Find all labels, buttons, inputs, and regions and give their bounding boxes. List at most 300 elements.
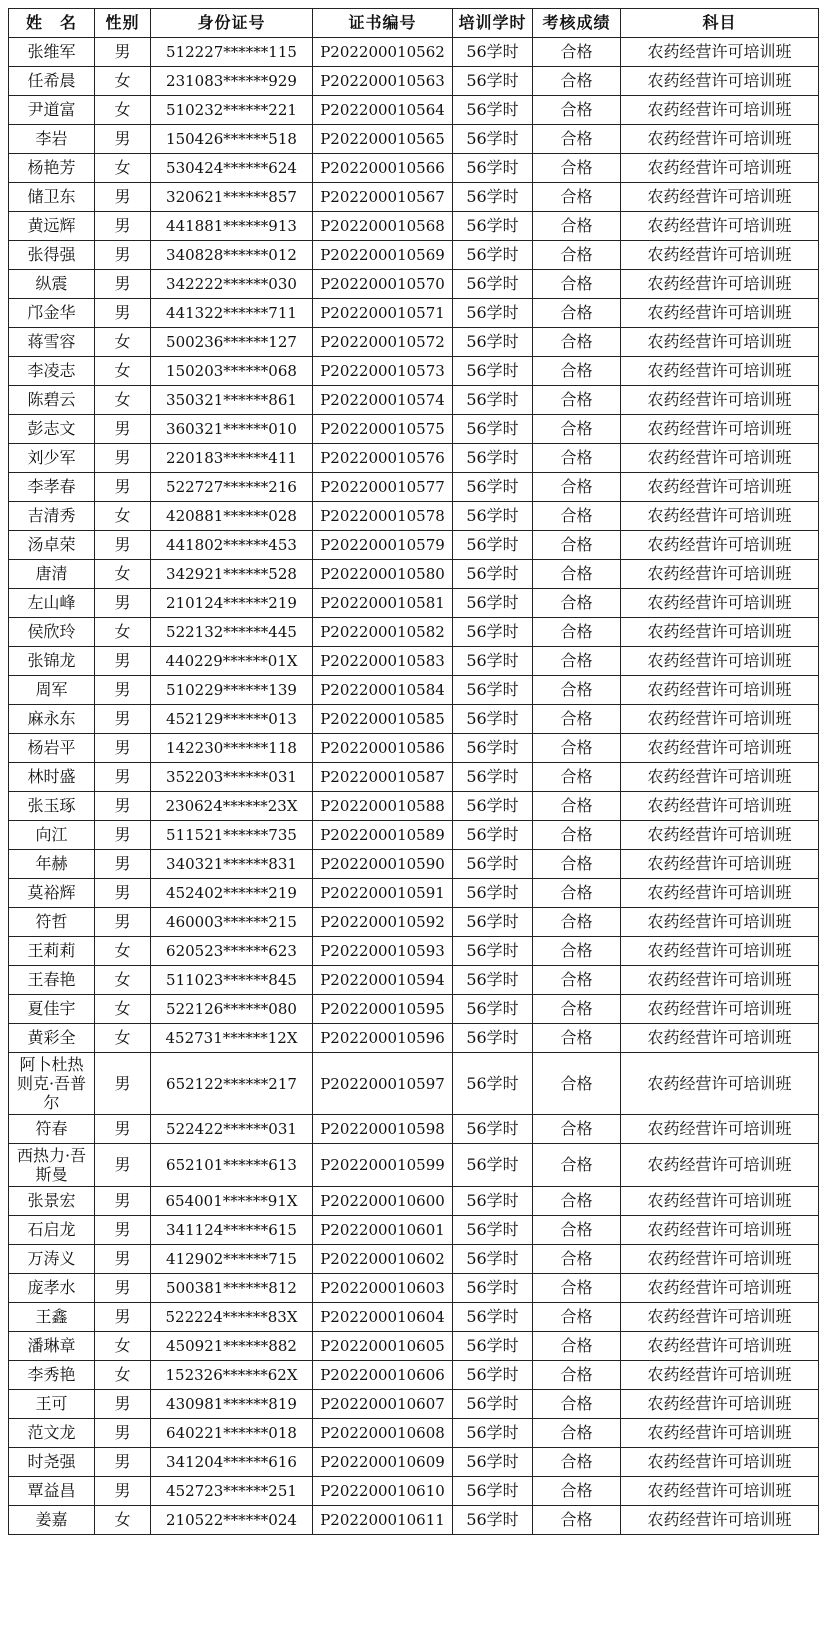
cell-id-number: 412902******715 <box>151 1245 313 1274</box>
cell-assessment-result: 合格 <box>533 850 621 879</box>
table-row <box>9 96 819 125</box>
cell-cert-number: P202200010589 <box>313 821 453 850</box>
cell-training-hours: 56学时 <box>453 1053 533 1115</box>
cell-subject: 农药经营许可培训班 <box>621 1303 819 1332</box>
table-row <box>9 705 819 734</box>
header-training-hours: 培训学时 <box>453 9 533 38</box>
cell-id-number: 430981******819 <box>151 1390 313 1419</box>
cell-assessment-result: 合格 <box>533 154 621 183</box>
cell-assessment-result: 合格 <box>533 125 621 154</box>
cell-cert-number: P202200010611 <box>313 1506 453 1535</box>
table-row <box>9 734 819 763</box>
cell-gender: 男 <box>95 1144 151 1187</box>
cell-name: 任希晨 <box>9 67 95 96</box>
cell-training-hours: 56学时 <box>453 241 533 270</box>
cell-name: 杨艳芳 <box>9 154 95 183</box>
cell-id-number: 210124******219 <box>151 589 313 618</box>
cell-name: 夏佳宇 <box>9 995 95 1024</box>
table-row <box>9 1144 819 1187</box>
cell-assessment-result: 合格 <box>533 183 621 212</box>
cell-name: 阿卜杜热则克·吾普尔 <box>9 1053 95 1115</box>
table-row <box>9 1332 819 1361</box>
table-row <box>9 995 819 1024</box>
cell-assessment-result: 合格 <box>533 821 621 850</box>
cell-gender: 男 <box>95 1187 151 1216</box>
cell-id-number: 530424******624 <box>151 154 313 183</box>
cell-id-number: 341204******616 <box>151 1448 313 1477</box>
cell-subject: 农药经营许可培训班 <box>621 560 819 589</box>
cell-subject: 农药经营许可培训班 <box>621 676 819 705</box>
cell-gender: 男 <box>95 792 151 821</box>
table-row <box>9 531 819 560</box>
cell-subject: 农药经营许可培训班 <box>621 212 819 241</box>
table-row <box>9 1448 819 1477</box>
table-row <box>9 328 819 357</box>
cell-training-hours: 56学时 <box>453 705 533 734</box>
cell-id-number: 340321******831 <box>151 850 313 879</box>
cell-name: 覃益昌 <box>9 1477 95 1506</box>
cell-cert-number: P202200010581 <box>313 589 453 618</box>
cell-name: 张景宏 <box>9 1187 95 1216</box>
cell-subject: 农药经营许可培训班 <box>621 270 819 299</box>
cell-subject: 农药经营许可培训班 <box>621 908 819 937</box>
table-row <box>9 908 819 937</box>
cell-cert-number: P202200010573 <box>313 357 453 386</box>
table-row <box>9 1390 819 1419</box>
cell-id-number: 500236******127 <box>151 328 313 357</box>
cell-cert-number: P202200010601 <box>313 1216 453 1245</box>
cell-cert-number: P202200010571 <box>313 299 453 328</box>
cell-assessment-result: 合格 <box>533 792 621 821</box>
table-row <box>9 560 819 589</box>
cell-cert-number: P202200010604 <box>313 1303 453 1332</box>
cell-gender: 女 <box>95 1332 151 1361</box>
cell-id-number: 522422******031 <box>151 1115 313 1144</box>
cell-subject: 农药经营许可培训班 <box>621 531 819 560</box>
cell-training-hours: 56学时 <box>453 473 533 502</box>
cell-subject: 农药经营许可培训班 <box>621 1216 819 1245</box>
cell-cert-number: P202200010580 <box>313 560 453 589</box>
cell-name: 王春艳 <box>9 966 95 995</box>
cell-gender: 男 <box>95 415 151 444</box>
cell-name: 陈碧云 <box>9 386 95 415</box>
cell-training-hours: 56学时 <box>453 1303 533 1332</box>
cell-gender: 女 <box>95 1506 151 1535</box>
cell-training-hours: 56学时 <box>453 96 533 125</box>
cell-name: 石启龙 <box>9 1216 95 1245</box>
cell-gender: 女 <box>95 357 151 386</box>
cell-training-hours: 56学时 <box>453 38 533 67</box>
cell-cert-number: P202200010568 <box>313 212 453 241</box>
cell-name: 黄彩全 <box>9 1024 95 1053</box>
cell-training-hours: 56学时 <box>453 270 533 299</box>
cell-subject: 农药经营许可培训班 <box>621 1419 819 1448</box>
cell-training-hours: 56学时 <box>453 357 533 386</box>
cell-cert-number: P202200010567 <box>313 183 453 212</box>
cell-cert-number: P202200010607 <box>313 1390 453 1419</box>
cell-gender: 男 <box>95 531 151 560</box>
cell-id-number: 452402******219 <box>151 879 313 908</box>
cell-gender: 女 <box>95 154 151 183</box>
cell-name: 王可 <box>9 1390 95 1419</box>
cell-gender: 男 <box>95 647 151 676</box>
cell-name: 黄远辉 <box>9 212 95 241</box>
cell-training-hours: 56学时 <box>453 937 533 966</box>
cell-gender: 女 <box>95 328 151 357</box>
cell-subject: 农药经营许可培训班 <box>621 444 819 473</box>
cell-cert-number: P202200010587 <box>313 763 453 792</box>
cell-id-number: 652122******217 <box>151 1053 313 1115</box>
cell-name: 唐清 <box>9 560 95 589</box>
cell-gender: 男 <box>95 705 151 734</box>
cell-name: 李秀艳 <box>9 1361 95 1390</box>
cell-training-hours: 56学时 <box>453 995 533 1024</box>
cell-training-hours: 56学时 <box>453 1024 533 1053</box>
cell-id-number: 522727******216 <box>151 473 313 502</box>
table-row <box>9 67 819 96</box>
cell-id-number: 420881******028 <box>151 502 313 531</box>
cell-cert-number: P202200010578 <box>313 502 453 531</box>
cell-subject: 农药经营许可培训班 <box>621 1506 819 1535</box>
cell-assessment-result: 合格 <box>533 38 621 67</box>
cell-cert-number: P202200010588 <box>313 792 453 821</box>
cell-gender: 男 <box>95 850 151 879</box>
cell-gender: 男 <box>95 1448 151 1477</box>
cell-assessment-result: 合格 <box>533 937 621 966</box>
cell-gender: 女 <box>95 386 151 415</box>
cell-gender: 男 <box>95 1390 151 1419</box>
cell-cert-number: P202200010586 <box>313 734 453 763</box>
cell-training-hours: 56学时 <box>453 1216 533 1245</box>
cell-assessment-result: 合格 <box>533 618 621 647</box>
cell-assessment-result: 合格 <box>533 212 621 241</box>
cell-name: 杨岩平 <box>9 734 95 763</box>
cell-subject: 农药经营许可培训班 <box>621 1245 819 1274</box>
table-row <box>9 966 819 995</box>
cell-id-number: 510229******139 <box>151 676 313 705</box>
cell-id-number: 452723******251 <box>151 1477 313 1506</box>
cell-training-hours: 56学时 <box>453 328 533 357</box>
table-row <box>9 792 819 821</box>
cell-subject: 农药经营许可培训班 <box>621 1477 819 1506</box>
cell-gender: 男 <box>95 676 151 705</box>
cell-assessment-result: 合格 <box>533 1274 621 1303</box>
cell-id-number: 640221******018 <box>151 1419 313 1448</box>
cell-id-number: 440229******01X <box>151 647 313 676</box>
cell-gender: 女 <box>95 966 151 995</box>
table-row <box>9 1187 819 1216</box>
cell-gender: 女 <box>95 937 151 966</box>
table-row <box>9 183 819 212</box>
cell-gender: 男 <box>95 1477 151 1506</box>
cell-assessment-result: 合格 <box>533 1216 621 1245</box>
cell-id-number: 654001******91X <box>151 1187 313 1216</box>
cell-subject: 农药经营许可培训班 <box>621 415 819 444</box>
cell-id-number: 452731******12X <box>151 1024 313 1053</box>
cell-training-hours: 56学时 <box>453 1245 533 1274</box>
cell-training-hours: 56学时 <box>453 67 533 96</box>
cell-id-number: 510232******221 <box>151 96 313 125</box>
cell-gender: 男 <box>95 908 151 937</box>
cell-cert-number: P202200010564 <box>313 96 453 125</box>
header-cert-number: 证书编号 <box>313 9 453 38</box>
cell-subject: 农药经营许可培训班 <box>621 705 819 734</box>
cell-subject: 农药经营许可培训班 <box>621 67 819 96</box>
cell-name: 时尧强 <box>9 1448 95 1477</box>
cell-id-number: 511521******735 <box>151 821 313 850</box>
table-row <box>9 676 819 705</box>
cell-cert-number: P202200010565 <box>313 125 453 154</box>
cell-assessment-result: 合格 <box>533 1477 621 1506</box>
cell-cert-number: P202200010594 <box>313 966 453 995</box>
cell-subject: 农药经营许可培训班 <box>621 1144 819 1187</box>
cell-id-number: 620523******623 <box>151 937 313 966</box>
cell-id-number: 320621******857 <box>151 183 313 212</box>
cell-subject: 农药经营许可培训班 <box>621 241 819 270</box>
cell-gender: 男 <box>95 473 151 502</box>
cell-id-number: 230624******23X <box>151 792 313 821</box>
cell-gender: 男 <box>95 1303 151 1332</box>
cell-training-hours: 56学时 <box>453 183 533 212</box>
cell-training-hours: 56学时 <box>453 1187 533 1216</box>
cell-cert-number: P202200010582 <box>313 618 453 647</box>
cell-assessment-result: 合格 <box>533 1115 621 1144</box>
table-row <box>9 1506 819 1535</box>
roster-table <box>8 8 819 1535</box>
cell-cert-number: P202200010608 <box>313 1419 453 1448</box>
cell-subject: 农药经营许可培训班 <box>621 1187 819 1216</box>
cell-name: 邝金华 <box>9 299 95 328</box>
table-row <box>9 1419 819 1448</box>
cell-subject: 农药经营许可培训班 <box>621 1053 819 1115</box>
cell-assessment-result: 合格 <box>533 357 621 386</box>
cell-cert-number: P202200010579 <box>313 531 453 560</box>
cell-subject: 农药经营许可培训班 <box>621 125 819 154</box>
cell-id-number: 441802******453 <box>151 531 313 560</box>
cell-gender: 男 <box>95 763 151 792</box>
cell-cert-number: P202200010576 <box>313 444 453 473</box>
cell-gender: 男 <box>95 444 151 473</box>
cell-name: 姜嘉 <box>9 1506 95 1535</box>
cell-training-hours: 56学时 <box>453 1115 533 1144</box>
cell-name: 彭志文 <box>9 415 95 444</box>
cell-gender: 女 <box>95 1361 151 1390</box>
table-row <box>9 1303 819 1332</box>
cell-gender: 女 <box>95 67 151 96</box>
cell-name: 王莉莉 <box>9 937 95 966</box>
cell-name: 年赫 <box>9 850 95 879</box>
cell-assessment-result: 合格 <box>533 328 621 357</box>
cell-training-hours: 56学时 <box>453 299 533 328</box>
cell-subject: 农药经营许可培训班 <box>621 154 819 183</box>
cell-training-hours: 56学时 <box>453 1274 533 1303</box>
cell-id-number: 522132******445 <box>151 618 313 647</box>
cell-subject: 农药经营许可培训班 <box>621 1448 819 1477</box>
cell-assessment-result: 合格 <box>533 473 621 502</box>
table-row <box>9 154 819 183</box>
table-row <box>9 502 819 531</box>
table-row <box>9 647 819 676</box>
cell-gender: 男 <box>95 270 151 299</box>
table-row <box>9 38 819 67</box>
cell-name: 万涛义 <box>9 1245 95 1274</box>
cell-training-hours: 56学时 <box>453 1448 533 1477</box>
cell-subject: 农药经营许可培训班 <box>621 734 819 763</box>
cell-name: 侯欣玲 <box>9 618 95 647</box>
table-row <box>9 850 819 879</box>
cell-cert-number: P202200010598 <box>313 1115 453 1144</box>
table-row <box>9 879 819 908</box>
cell-training-hours: 56学时 <box>453 734 533 763</box>
cell-id-number: 150426******518 <box>151 125 313 154</box>
table-row <box>9 386 819 415</box>
cell-assessment-result: 合格 <box>533 908 621 937</box>
cell-training-hours: 56学时 <box>453 879 533 908</box>
cell-assessment-result: 合格 <box>533 1024 621 1053</box>
header-subject: 科目 <box>621 9 819 38</box>
cell-training-hours: 56学时 <box>453 1390 533 1419</box>
cell-subject: 农药经营许可培训班 <box>621 1115 819 1144</box>
cell-gender: 男 <box>95 183 151 212</box>
cell-subject: 农药经营许可培训班 <box>621 1390 819 1419</box>
table-body <box>9 38 819 1535</box>
cell-id-number: 152326******62X <box>151 1361 313 1390</box>
cell-subject: 农药经营许可培训班 <box>621 502 819 531</box>
cell-subject: 农药经营许可培训班 <box>621 995 819 1024</box>
cell-id-number: 231083******929 <box>151 67 313 96</box>
cell-subject: 农药经营许可培训班 <box>621 879 819 908</box>
cell-gender: 女 <box>95 560 151 589</box>
cell-subject: 农药经营许可培训班 <box>621 1024 819 1053</box>
cell-gender: 男 <box>95 1274 151 1303</box>
cell-training-hours: 56学时 <box>453 1361 533 1390</box>
cell-id-number: 652101******613 <box>151 1144 313 1187</box>
cell-cert-number: P202200010572 <box>313 328 453 357</box>
table-row <box>9 415 819 444</box>
cell-name: 张锦龙 <box>9 647 95 676</box>
cell-assessment-result: 合格 <box>533 560 621 589</box>
cell-id-number: 150203******068 <box>151 357 313 386</box>
cell-subject: 农药经营许可培训班 <box>621 473 819 502</box>
cell-assessment-result: 合格 <box>533 415 621 444</box>
cell-assessment-result: 合格 <box>533 386 621 415</box>
cell-training-hours: 56学时 <box>453 502 533 531</box>
cell-gender: 男 <box>95 589 151 618</box>
cell-assessment-result: 合格 <box>533 1303 621 1332</box>
cell-gender: 男 <box>95 879 151 908</box>
cell-name: 范文龙 <box>9 1419 95 1448</box>
cell-gender: 女 <box>95 995 151 1024</box>
table-row <box>9 1245 819 1274</box>
cell-name: 李岩 <box>9 125 95 154</box>
cell-gender: 男 <box>95 1115 151 1144</box>
cell-cert-number: P202200010600 <box>313 1187 453 1216</box>
cell-id-number: 210522******024 <box>151 1506 313 1535</box>
cell-assessment-result: 合格 <box>533 1448 621 1477</box>
header-name: 姓 名 <box>9 9 95 38</box>
cell-name: 吉清秀 <box>9 502 95 531</box>
cell-name: 莫裕辉 <box>9 879 95 908</box>
cell-assessment-result: 合格 <box>533 299 621 328</box>
cell-gender: 男 <box>95 1216 151 1245</box>
cell-gender: 男 <box>95 38 151 67</box>
cell-training-hours: 56学时 <box>453 560 533 589</box>
table-row <box>9 299 819 328</box>
cell-gender: 女 <box>95 1024 151 1053</box>
table-row <box>9 1053 819 1115</box>
cell-subject: 农药经营许可培训班 <box>621 618 819 647</box>
cell-gender: 男 <box>95 821 151 850</box>
cell-subject: 农药经营许可培训班 <box>621 937 819 966</box>
cell-id-number: 220183******411 <box>151 444 313 473</box>
cell-training-hours: 56学时 <box>453 415 533 444</box>
cell-id-number: 341124******615 <box>151 1216 313 1245</box>
cell-subject: 农药经营许可培训班 <box>621 38 819 67</box>
cell-cert-number: P202200010603 <box>313 1274 453 1303</box>
cell-name: 麻永东 <box>9 705 95 734</box>
cell-cert-number: P202200010593 <box>313 937 453 966</box>
cell-id-number: 452129******013 <box>151 705 313 734</box>
cell-assessment-result: 合格 <box>533 1245 621 1274</box>
cell-cert-number: P202200010606 <box>313 1361 453 1390</box>
cell-training-hours: 56学时 <box>453 966 533 995</box>
table-row <box>9 589 819 618</box>
cell-name: 尹道富 <box>9 96 95 125</box>
cell-id-number: 342222******030 <box>151 270 313 299</box>
cell-subject: 农药经营许可培训班 <box>621 183 819 212</box>
cell-training-hours: 56学时 <box>453 1506 533 1535</box>
cell-cert-number: P202200010590 <box>313 850 453 879</box>
table-row <box>9 444 819 473</box>
cell-cert-number: P202200010563 <box>313 67 453 96</box>
cell-cert-number: P202200010584 <box>313 676 453 705</box>
cell-training-hours: 56学时 <box>453 125 533 154</box>
cell-gender: 男 <box>95 125 151 154</box>
cell-cert-number: P202200010595 <box>313 995 453 1024</box>
cell-cert-number: P202200010610 <box>313 1477 453 1506</box>
cell-id-number: 522126******080 <box>151 995 313 1024</box>
cell-id-number: 450921******882 <box>151 1332 313 1361</box>
cell-subject: 农药经营许可培训班 <box>621 821 819 850</box>
cell-assessment-result: 合格 <box>533 241 621 270</box>
cell-training-hours: 56学时 <box>453 1477 533 1506</box>
cell-subject: 农药经营许可培训班 <box>621 328 819 357</box>
cell-subject: 农药经营许可培训班 <box>621 386 819 415</box>
header-id-number: 身份证号 <box>151 9 313 38</box>
cell-name: 李凌志 <box>9 357 95 386</box>
cell-id-number: 342921******528 <box>151 560 313 589</box>
table-row <box>9 212 819 241</box>
cell-subject: 农药经营许可培训班 <box>621 96 819 125</box>
cell-subject: 农药经营许可培训班 <box>621 299 819 328</box>
cell-name: 向江 <box>9 821 95 850</box>
cell-id-number: 360321******010 <box>151 415 313 444</box>
cell-assessment-result: 合格 <box>533 1390 621 1419</box>
table-row <box>9 821 819 850</box>
cell-cert-number: P202200010574 <box>313 386 453 415</box>
cell-gender: 女 <box>95 502 151 531</box>
cell-assessment-result: 合格 <box>533 67 621 96</box>
cell-gender: 男 <box>95 241 151 270</box>
table-row <box>9 763 819 792</box>
table-row <box>9 1274 819 1303</box>
cell-training-hours: 56学时 <box>453 821 533 850</box>
cell-training-hours: 56学时 <box>453 1419 533 1448</box>
table-row <box>9 1115 819 1144</box>
cell-name: 符哲 <box>9 908 95 937</box>
cell-assessment-result: 合格 <box>533 647 621 676</box>
cell-subject: 农药经营许可培训班 <box>621 647 819 676</box>
